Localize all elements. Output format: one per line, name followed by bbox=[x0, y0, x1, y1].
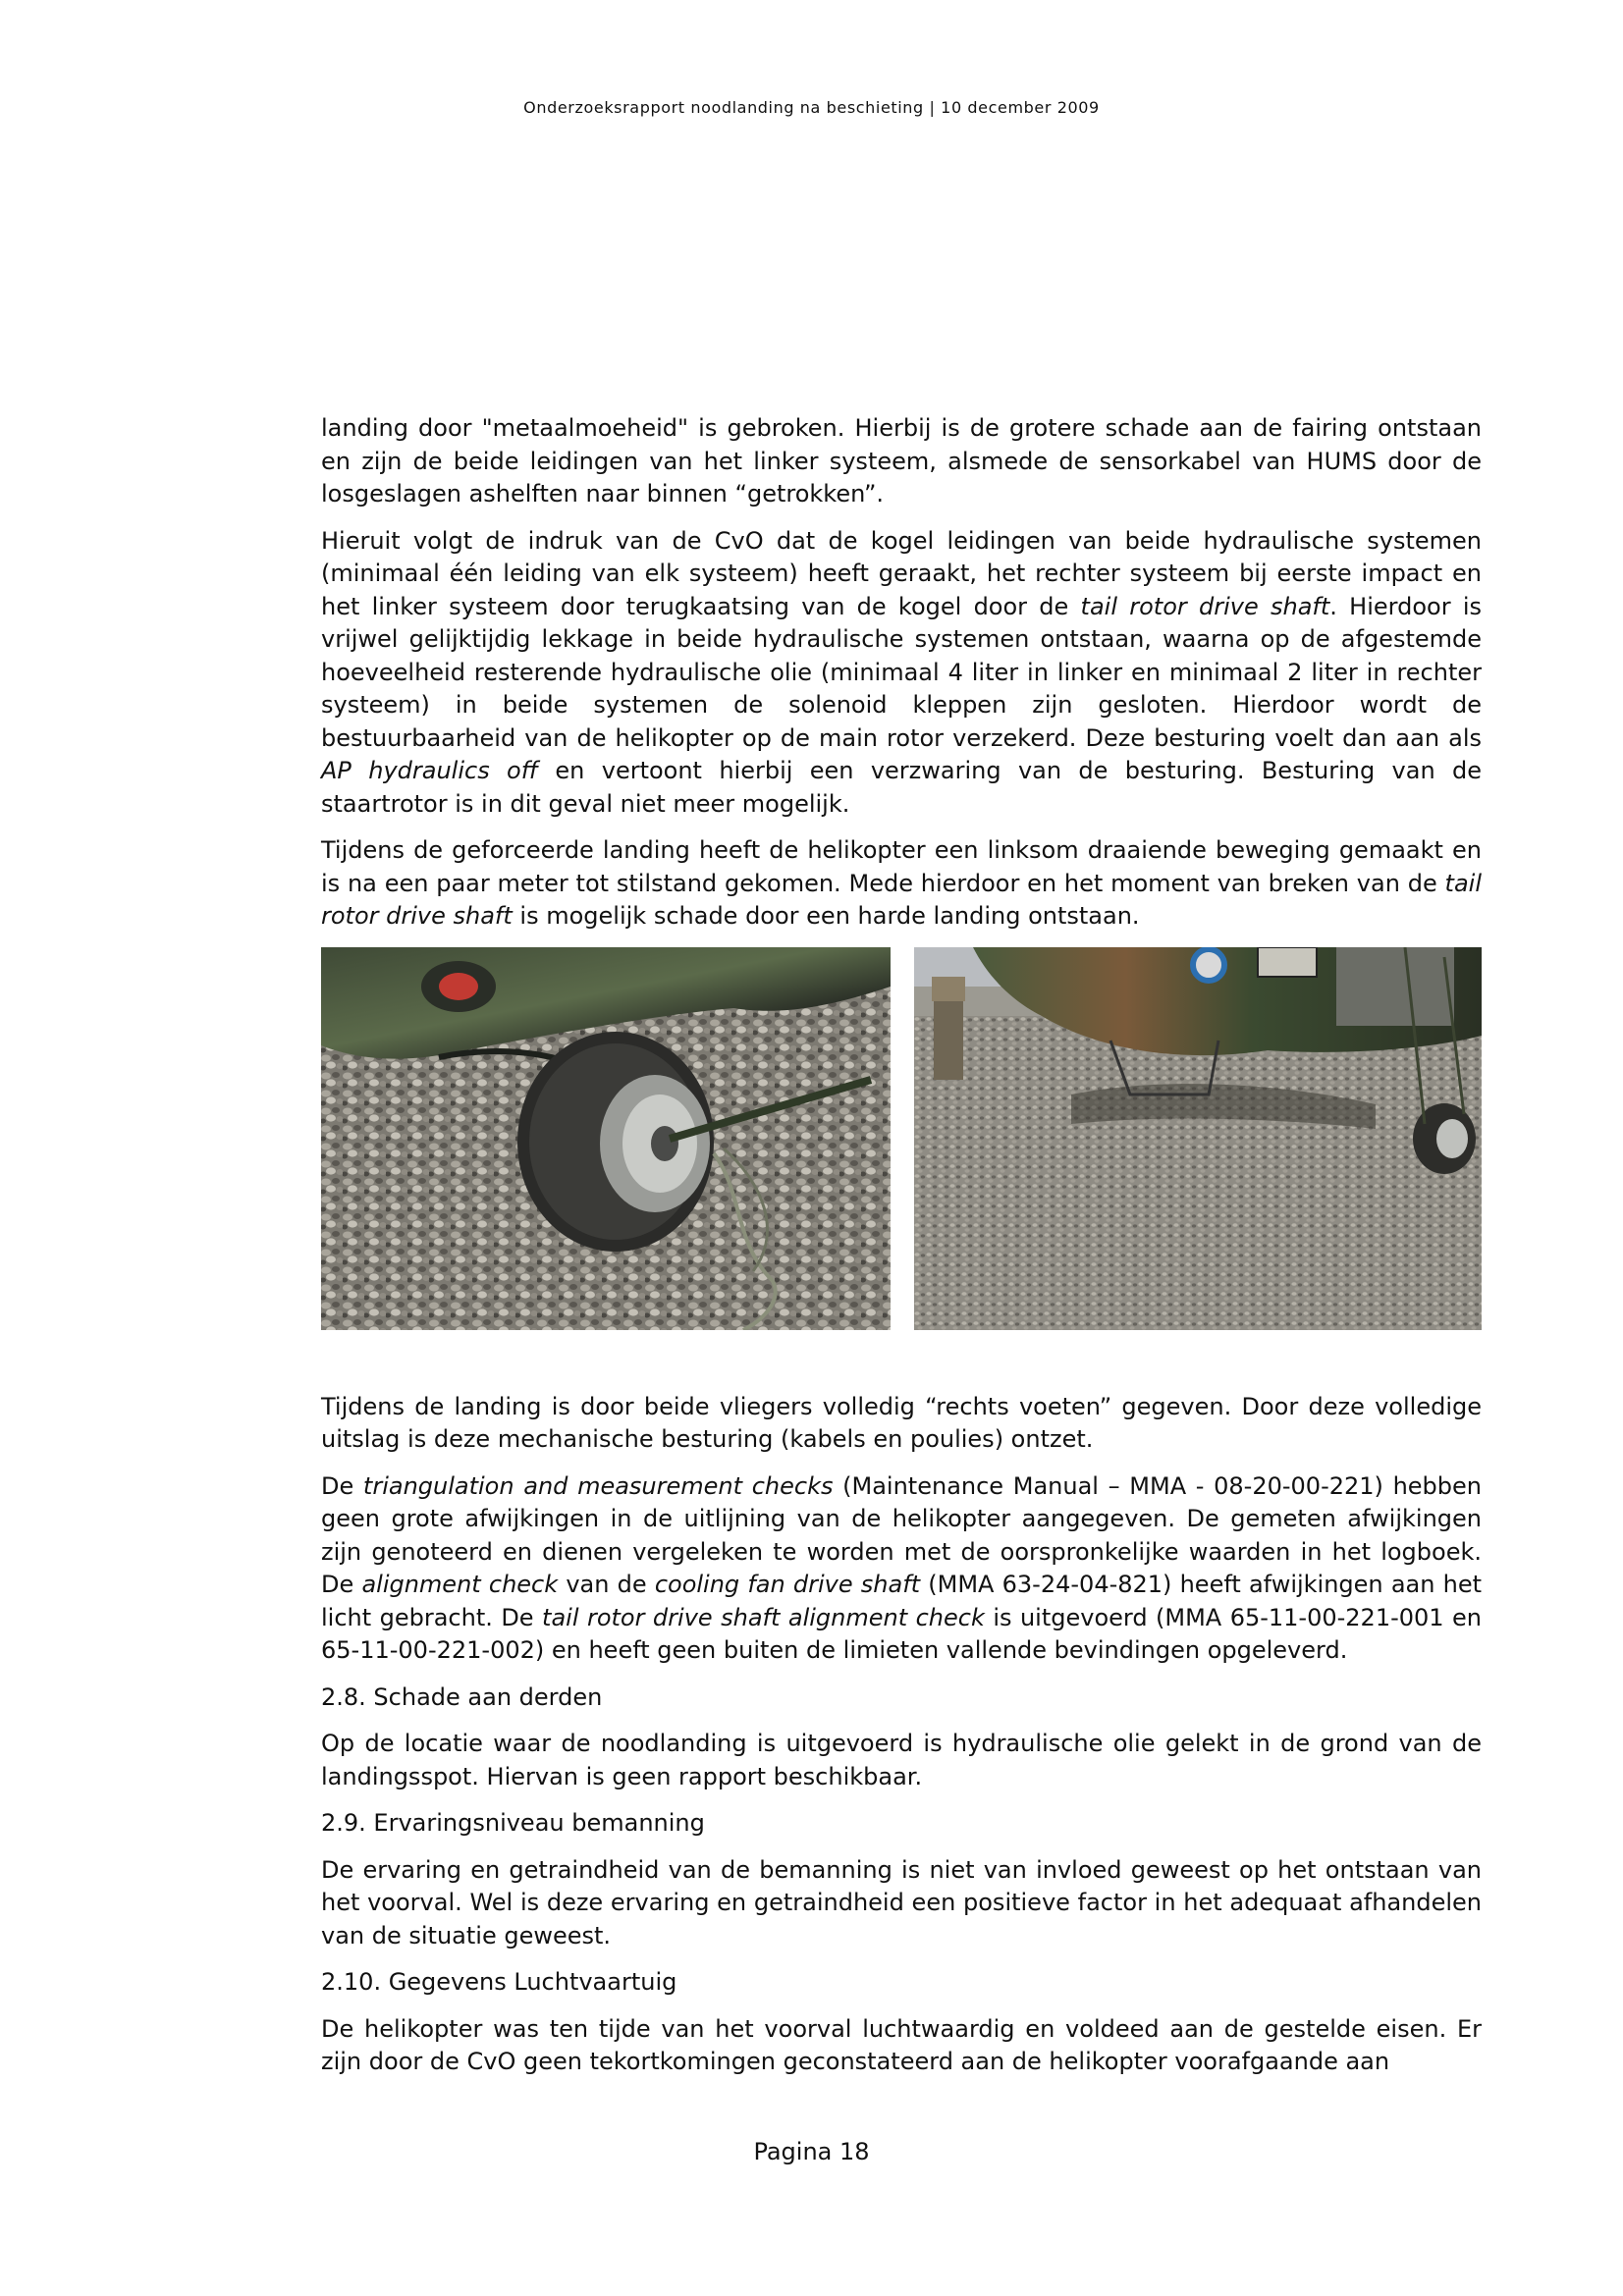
photo-landing-gear-wheel bbox=[321, 947, 891, 1330]
text-run: (Maintenance Manual – MMA - 08-20-00-221) hebben geen grote afwijkingen in de uitlijning van de helikopter aangegeven. De gemeten afwijkingen zijn genoteerd en dienen vergeleken te worden met de oorspronkelijke waarden in het logboek. De bbox=[321, 1471, 1483, 1598]
text-run: 2.10. Gegevens Luchtvaartuig bbox=[321, 1968, 677, 1996]
section-heading bbox=[321, 1682, 1482, 1715]
italic-term: tail rotor drive shaft bbox=[321, 869, 1482, 930]
paragraph bbox=[321, 2013, 1482, 2079]
text-run: (MMA 63-24-04-821) heeft afwijkingen aan het licht gebracht. De bbox=[321, 1571, 1483, 1631]
paragraph bbox=[321, 1728, 1482, 1793]
text-block-top bbox=[321, 412, 1482, 934]
text-run: 2.9. Ervaringsniveau bemanning bbox=[321, 1809, 705, 1837]
text-run: De ervaring en getraindheid van de bemanning is niet van invloed geweest op het ontstaan van het voorval. Wel is deze ervaring en getraindheid een positieve factor in het adequaat afhandelen van de situatie geweest. bbox=[321, 1855, 1482, 1949]
paragraph bbox=[321, 834, 1482, 934]
text-run: Op de locatie waar de noodlanding is uitgevoerd is hydraulische olie gelekt in de grond van de landingsspot. Hiervan is geen rapport beschikbaar. bbox=[321, 1730, 1482, 1790]
text-run: Tijdens de landing is door beide vliegers volledig “rechts voeten” gegeven. Door deze volledige uitslag is deze mechanische besturing (kabels en poulies) ontzet. bbox=[321, 1392, 1482, 1453]
text-run: Hieruit volgt de indruk van de CvO dat de kogel leidingen van beide hydraulische systemen (minimaal één leiding van elk systeem) heeft geraakt, het rechter systeem bij eerste impact en het linker systeem door terugkaatsing van de kogel door de bbox=[321, 526, 1482, 620]
italic-term: triangulation and measurement checks bbox=[362, 1471, 834, 1500]
text-run: De helikopter was ten tijde van het voorval luchtwaardig en voldeed aan de gestelde eisen. Er zijn door de CvO geen tekortkomingen geconstateerd aan de helikopter voorafgaande aan bbox=[321, 2014, 1482, 2075]
paragraph bbox=[321, 525, 1482, 822]
text-run: 2.8. Schade aan derden bbox=[321, 1682, 603, 1711]
paragraph bbox=[321, 412, 1482, 511]
italic-term: tail rotor drive shaft bbox=[1080, 592, 1330, 620]
italic-term: AP hydraulics off bbox=[321, 757, 539, 784]
text-run: Tijdens de geforceerde landing heeft de helikopter een linksom draaiende beweging gemaakt en is na een paar meter tot stilstand gekomen. Mede hierdoor en het moment van breken van de bbox=[321, 836, 1482, 897]
italic-term: cooling fan drive shaft bbox=[654, 1571, 921, 1598]
page-body bbox=[321, 412, 1482, 2093]
landing-gear-photo-image bbox=[321, 947, 891, 1330]
text-run: is mogelijk schade door een harde landing ontstaan. bbox=[512, 902, 1140, 930]
section-heading bbox=[321, 1807, 1482, 1841]
paragraph bbox=[321, 1854, 1482, 1953]
helicopter-photo-image bbox=[914, 947, 1482, 1330]
italic-term: alignment check bbox=[361, 1571, 559, 1598]
photo-row bbox=[321, 947, 1482, 1330]
text-run: en vertoont hierbij een verzwaring van de besturing. Besturing van de staartrotor is in dit geval niet meer mogelijk. bbox=[321, 757, 1482, 818]
text-run: . Hierdoor is vrijwel gelijktijdig lekkage in beide hydraulische systemen ontstaan, waarna op de afgestemde hoeveelheid resterende hydraulische olie (minimaal 4 liter in linker en minimaal 2 liter in rechter systeem) in beide systemen de solenoid kleppen zijn gesloten. Hierdoor wordt de bestuurbaarheid van de helikopter op de main rotor verzekerd. Deze besturing voelt dan aan als bbox=[321, 592, 1482, 752]
text-run: van de bbox=[558, 1571, 655, 1598]
text-run: De bbox=[321, 1471, 363, 1500]
italic-term: tail rotor drive shaft alignment check bbox=[542, 1603, 985, 1631]
text-run: is uitgevoerd (MMA 65-11-00-221-001 en 65-11-00-221-002) en heeft geen buiten de limieten vallende bevindingen opgeleverd. bbox=[321, 1603, 1483, 1664]
paragraph bbox=[321, 1391, 1482, 1457]
paragraph bbox=[321, 1470, 1482, 1668]
page-number: Pagina 18 bbox=[753, 2138, 870, 2165]
photo-helicopter-on-gravel bbox=[914, 947, 1482, 1330]
running-header: Onderzoeksrapport noodlanding na beschieting | 10 december 2009 bbox=[523, 98, 1100, 117]
section-heading bbox=[321, 1966, 1482, 2000]
text-run: landing door "metaalmoeheid" is gebroken. Hierbij is de grotere schade aan de fairing ontstaan en zijn de beide leidingen van het linker systeem, alsmede de sensorkabel van HUMS door de losgeslagen ashelften naar binnen “getrokken”. bbox=[321, 414, 1482, 507]
text-block-bottom bbox=[321, 1391, 1482, 2079]
